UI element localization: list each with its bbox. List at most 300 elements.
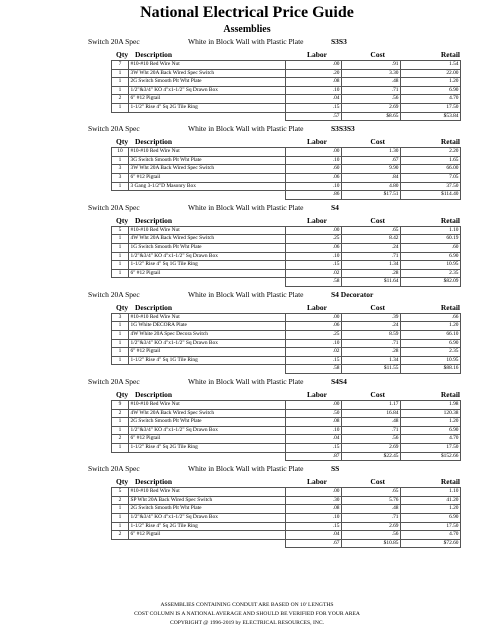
cell-cost: .39 (342, 313, 401, 322)
cell-qty: 1 (112, 103, 129, 112)
cell-retail: 66.10 (401, 331, 461, 340)
cell-retail: 1.10 (401, 488, 461, 497)
totals-row (112, 365, 461, 374)
cell-cost: 9.90 (342, 165, 401, 174)
total-cost: $10.85 (342, 539, 401, 548)
cell-qty: 1 (112, 269, 129, 278)
section-description: White in Block Wall with Plastic Plate (188, 464, 304, 474)
col-header-description: Description (135, 477, 173, 487)
totals-spacer (129, 278, 286, 287)
cell-cost: 1.17 (342, 401, 401, 410)
column-headers (0, 474, 494, 487)
cell-description: 1-1/2" Rise 4" Sq 2G Tile Ring (129, 522, 286, 531)
cell-qty: 1 (112, 522, 129, 531)
cell-retail: 6.90 (401, 252, 461, 261)
col-header-retail: Retail (440, 137, 460, 147)
cell-retail: 17.50 (401, 444, 461, 453)
cell-description: 4W White 20A Spec Decora Switch (129, 331, 286, 340)
cell-description: 6" #12 Pigtail (129, 348, 286, 357)
col-header-labor: Labor (306, 50, 327, 59)
cell-description: 1-1/2" Rise 4" Sq 1G Tile Ring (129, 261, 286, 270)
cell-labor: .15 (286, 103, 342, 112)
cell-qty: 1 (112, 252, 129, 261)
items-table (111, 226, 461, 287)
cell-cost: 1.34 (342, 261, 401, 270)
cell-retail: 1.54 (401, 61, 461, 70)
cell-labor: .02 (286, 269, 342, 278)
cell-cost: .65 (342, 226, 401, 235)
cell-cost: .28 (342, 269, 401, 278)
cell-retail: 4.70 (401, 95, 461, 104)
cell-retail: 1.20 (401, 78, 461, 87)
cell-qty: 1 (112, 243, 129, 252)
section-header (0, 200, 494, 213)
cell-cost: .71 (342, 252, 401, 261)
section-code: S3S3S3 (331, 124, 355, 134)
col-header-labor: Labor (306, 477, 327, 487)
cell-retail: 66.00 (401, 165, 461, 174)
assemblies-list (0, 34, 494, 548)
cell-qty: 3 (112, 313, 129, 322)
table-row (112, 269, 461, 278)
cell-labor: .00 (286, 61, 342, 70)
totals-spacer (112, 112, 129, 121)
cell-cost: 2.69 (342, 522, 401, 531)
column-headers (0, 387, 494, 400)
col-header-cost: Cost (370, 477, 385, 487)
cell-retail: 17.50 (401, 103, 461, 112)
cell-description: 1/2"&3/4" KO 4"x1-1/2" Sq Drawn Box (129, 252, 286, 261)
table-row (112, 69, 461, 78)
col-header-cost: Cost (370, 302, 385, 312)
cell-cost: .71 (342, 513, 401, 522)
cell-qty: 1 (112, 182, 129, 191)
total-retail: $114.40 (401, 191, 461, 200)
section-code: S4 Decorator (331, 289, 374, 299)
cell-labor: .15 (286, 522, 342, 531)
total-cost: $22.45 (342, 452, 401, 461)
col-header-cost: Cost (370, 50, 385, 59)
cell-qty: 1 (112, 513, 129, 522)
cell-cost: 2.69 (342, 103, 401, 112)
section-header (0, 287, 494, 300)
assembly-section (0, 374, 494, 461)
cell-retail: 22.00 (401, 69, 461, 78)
cell-cost: .56 (342, 435, 401, 444)
footer-note-conduit: ASSEMBLIES CONTAINING CONDUIT ARE BASED ON 10' LENGTHS (160, 602, 334, 608)
cell-cost: .91 (342, 61, 401, 70)
cell-description: 4W Wht 20A Back Wired Spec Switch (129, 235, 286, 244)
cell-qty: 5 (112, 488, 129, 497)
cell-cost: .67 (342, 156, 401, 165)
cell-retail: 37.50 (401, 182, 461, 191)
footer-note-cost: COST COLUMN IS A NATIONAL AVERAGE AND SHOULD BE VERIFIED FOR YOUR AREA (134, 611, 360, 617)
cell-qty: 1 (112, 78, 129, 87)
table-row (112, 444, 461, 453)
col-header-qty: Qty (116, 50, 129, 59)
total-labor: .87 (286, 452, 342, 461)
cell-labor: .08 (286, 418, 342, 427)
cell-labor: .25 (286, 235, 342, 244)
cell-retail: 10.95 (401, 261, 461, 270)
cell-cost: 2.69 (342, 444, 401, 453)
assembly-section (0, 287, 494, 374)
cell-description: #10-#10 Red Wire Nut (129, 313, 286, 322)
table-row (112, 61, 461, 70)
assembly-section (0, 461, 494, 548)
cell-labor: .04 (286, 95, 342, 104)
col-header-cost: Cost (370, 215, 385, 225)
cell-qty: 1 (112, 356, 129, 365)
cell-description: 1/2"&3/4" KO 4"x1-1/2" Sq Drawn Box (129, 86, 286, 95)
total-retail: $72.60 (401, 539, 461, 548)
table-row (112, 148, 461, 157)
cell-cost: .84 (342, 173, 401, 182)
cell-cost: .24 (342, 243, 401, 252)
table-row (112, 409, 461, 418)
column-headers (0, 134, 494, 147)
cell-description: 6" #12 Pigtail (129, 269, 286, 278)
cell-labor: .04 (286, 435, 342, 444)
cell-qty: 1 (112, 418, 129, 427)
items-table (111, 400, 461, 461)
total-retail: $53.84 (401, 112, 461, 121)
table-row (112, 435, 461, 444)
cell-cost: 8.59 (342, 331, 401, 340)
cell-description: #10-#10 Red Wire Nut (129, 488, 286, 497)
column-headers (0, 213, 494, 226)
totals-spacer (112, 539, 129, 548)
col-header-description: Description (135, 215, 173, 225)
table-row (112, 488, 461, 497)
cell-qty: 1 (112, 444, 129, 453)
items-table (111, 60, 461, 121)
totals-spacer (112, 191, 129, 200)
section-header (0, 374, 494, 387)
col-header-description: Description (135, 50, 173, 59)
cell-labor: .10 (286, 252, 342, 261)
totals-row (112, 539, 461, 548)
section-header (0, 34, 494, 47)
cell-description: #10-#10 Red Wire Nut (129, 226, 286, 235)
section-description: White in Block Wall with Plastic Plate (188, 37, 304, 46)
table-row (112, 261, 461, 270)
cell-description: 4W Wht 20A Back Wired Spec Switch (129, 409, 286, 418)
table-row (112, 348, 461, 357)
table-row (112, 522, 461, 531)
cell-cost: .48 (342, 418, 401, 427)
footer-copyright: COPYRIGHT @ 1996-2019 by ELECTRICAL RESOURCES, INC. (169, 620, 324, 626)
col-header-retail: Retail (440, 302, 460, 312)
section-spec: Switch 20A Spec (88, 289, 140, 299)
table-row (112, 226, 461, 235)
section-header (0, 121, 494, 134)
cell-retail: 6.90 (401, 86, 461, 95)
cell-retail: 7.05 (401, 173, 461, 182)
cell-qty: 2 (112, 435, 129, 444)
section-spec: Switch 20A Spec (88, 377, 140, 387)
cell-qty: 1 (112, 261, 129, 270)
assembly-section (0, 121, 494, 200)
cell-retail: 10.95 (401, 356, 461, 365)
totals-row (112, 112, 461, 121)
cell-retail: 2.35 (401, 269, 461, 278)
col-header-qty: Qty (116, 302, 129, 312)
cell-qty: 2 (112, 409, 129, 418)
section-spec: Switch 20A Spec (88, 464, 140, 474)
cell-qty: 3 (112, 165, 129, 174)
total-labor: .67 (286, 539, 342, 548)
table-row (112, 505, 461, 514)
cell-description: 6" #12 Pigtail (129, 173, 286, 182)
col-header-retail: Retail (440, 390, 460, 400)
cell-cost: 8.42 (342, 235, 401, 244)
table-row (112, 252, 461, 261)
table-row (112, 243, 461, 252)
cell-labor: .08 (286, 78, 342, 87)
table-row (112, 339, 461, 348)
col-header-qty: Qty (116, 137, 129, 147)
cell-labor: .06 (286, 173, 342, 182)
cell-description: #10-#10 Red Wire Nut (129, 148, 286, 157)
col-header-description: Description (135, 302, 173, 312)
cell-description: 1/2"&3/4" KO 4"x1-1/2" Sq Drawn Box (129, 339, 286, 348)
cell-labor: .00 (286, 148, 342, 157)
cell-retail: 60.19 (401, 235, 461, 244)
cell-labor: .15 (286, 261, 342, 270)
cell-description: 3G Switch Smooth Plt Wht Plate (129, 156, 286, 165)
table-row (112, 496, 461, 505)
page-subtitle: Assemblies (223, 24, 271, 35)
table-row (112, 182, 461, 191)
cell-qty: 1 (112, 235, 129, 244)
col-header-labor: Labor (306, 215, 327, 225)
cell-cost: 1.34 (342, 356, 401, 365)
cell-labor: .00 (286, 313, 342, 322)
cell-description: 1-1/2" Rise 4" Sq 1G Tile Ring (129, 356, 286, 365)
cell-qty: 2 (112, 496, 129, 505)
table-row (112, 313, 461, 322)
cell-qty: 1 (112, 331, 129, 340)
table-row (112, 531, 461, 540)
total-labor: .58 (286, 365, 342, 374)
cell-qty: 1 (112, 426, 129, 435)
cell-labor: .00 (286, 401, 342, 410)
table-row (112, 418, 461, 427)
cell-cost: .28 (342, 348, 401, 357)
cell-cost: 3.30 (342, 69, 401, 78)
cell-retail: 2.20 (401, 148, 461, 157)
total-labor: .58 (286, 278, 342, 287)
cell-retail: 1.65 (401, 156, 461, 165)
cell-qty: 3 (112, 173, 129, 182)
cell-labor: .15 (286, 444, 342, 453)
totals-row (112, 191, 461, 200)
section-code: S4 (331, 202, 339, 212)
cell-labor: .00 (286, 226, 342, 235)
cell-description: #10-#10 Red Wire Nut (129, 401, 286, 410)
cell-description: 1-1/2" Rise 4" Sq 2G Tile Ring (129, 103, 286, 112)
cell-description: 1/2"&3/4" KO 4"x1-1/2" Sq Drawn Box (129, 513, 286, 522)
section-description: White in Block Wall with Plastic Plate (188, 289, 304, 299)
total-cost: $8.65 (342, 112, 401, 121)
col-header-cost: Cost (370, 137, 385, 147)
cell-description: 3W Wht 20A Back Wired Spec Switch (129, 69, 286, 78)
cell-qty: 5 (112, 226, 129, 235)
cell-retail: 2.35 (401, 348, 461, 357)
cell-labor: .60 (286, 165, 342, 174)
cell-retail: 1.20 (401, 418, 461, 427)
col-header-qty: Qty (116, 215, 129, 225)
table-row (112, 78, 461, 87)
col-header-retail: Retail (440, 477, 460, 487)
col-header-retail: Retail (440, 50, 460, 59)
cell-description: 2G Switch Smooth Plt Wht Plate (129, 78, 286, 87)
cell-cost: .56 (342, 95, 401, 104)
col-header-qty: Qty (116, 390, 129, 400)
col-header-cost: Cost (370, 390, 385, 400)
section-code: S4S4 (331, 377, 347, 387)
section-spec: Switch 20A Spec (88, 124, 140, 134)
section-code: S3S3 (331, 37, 347, 46)
cell-labor: .04 (286, 531, 342, 540)
table-row (112, 86, 461, 95)
section-description: White in Block Wall with Plastic Plate (188, 202, 304, 212)
column-headers (0, 47, 494, 60)
total-labor: .57 (286, 112, 342, 121)
cell-qty: 1 (112, 156, 129, 165)
table-row (112, 322, 461, 331)
cell-description: 1G Switch Smooth Plt Wht Plate (129, 243, 286, 252)
cell-labor: .00 (286, 488, 342, 497)
cell-cost: .24 (342, 322, 401, 331)
cell-cost: .65 (342, 488, 401, 497)
cell-qty: 1 (112, 322, 129, 331)
cell-retail: 120.38 (401, 409, 461, 418)
cell-retail: 6.90 (401, 513, 461, 522)
col-header-retail: Retail (440, 215, 460, 225)
cell-description: 1-1/2" Rise 4" Sq 2G Tile Ring (129, 444, 286, 453)
cell-retail: 1.20 (401, 505, 461, 514)
total-labor: .86 (286, 191, 342, 200)
cell-description: 6" #12 Pigtail (129, 531, 286, 540)
cell-cost: .71 (342, 339, 401, 348)
cell-labor: .20 (286, 69, 342, 78)
cell-qty: 7 (112, 61, 129, 70)
totals-spacer (129, 539, 286, 548)
table-row (112, 103, 461, 112)
cell-labor: .02 (286, 348, 342, 357)
cell-qty: 1 (112, 505, 129, 514)
items-table (111, 487, 461, 548)
section-header (0, 461, 494, 474)
section-spec: Switch 20A Spec (88, 202, 140, 212)
cell-retail: 6.90 (401, 339, 461, 348)
cell-labor: .15 (286, 356, 342, 365)
table-row (112, 401, 461, 410)
cell-labor: .30 (286, 496, 342, 505)
cell-retail: 1.10 (401, 226, 461, 235)
cell-qty: 1 (112, 339, 129, 348)
table-row (112, 156, 461, 165)
cell-labor: .10 (286, 426, 342, 435)
totals-row (112, 278, 461, 287)
total-retail: $88.16 (401, 365, 461, 374)
cell-labor: .25 (286, 331, 342, 340)
cell-retail: 1.20 (401, 322, 461, 331)
cell-labor: .06 (286, 322, 342, 331)
cell-retail: .66 (401, 313, 461, 322)
section-code: SS (331, 464, 340, 474)
cell-labor: .50 (286, 409, 342, 418)
totals-spacer (112, 365, 129, 374)
table-row (112, 165, 461, 174)
cell-description: SP Wht 20A Back Wired Spec Switch (129, 496, 286, 505)
cell-cost: 4.80 (342, 182, 401, 191)
cell-description: 6" #12 Pigtail (129, 435, 286, 444)
cell-cost: 16.84 (342, 409, 401, 418)
table-row (112, 331, 461, 340)
cell-retail: 4.70 (401, 435, 461, 444)
cell-retail: 4.70 (401, 531, 461, 540)
total-retail: $152.66 (401, 452, 461, 461)
totals-spacer (129, 112, 286, 121)
table-row (112, 513, 461, 522)
cell-description: 2G Switch Smooth Plt Wht Plate (129, 418, 286, 427)
cell-labor: .08 (286, 505, 342, 514)
cell-labor: .06 (286, 243, 342, 252)
totals-spacer (129, 452, 286, 461)
total-retail: $82.09 (401, 278, 461, 287)
cell-labor: .10 (286, 339, 342, 348)
page-title: National Electrical Price Guide (140, 4, 354, 21)
cell-retail: 1.98 (401, 401, 461, 410)
cell-description: 1G White DECORA Plate (129, 322, 286, 331)
col-header-qty: Qty (116, 477, 129, 487)
totals-row (112, 452, 461, 461)
assembly-section (0, 34, 494, 121)
cell-retail: 6.90 (401, 426, 461, 435)
cell-cost: .71 (342, 86, 401, 95)
totals-spacer (112, 278, 129, 287)
column-headers (0, 300, 494, 313)
total-cost: $11.64 (342, 278, 401, 287)
assembly-section (0, 200, 494, 287)
items-table (111, 313, 461, 374)
totals-spacer (129, 365, 286, 374)
cell-cost: .48 (342, 505, 401, 514)
col-header-labor: Labor (306, 390, 327, 400)
cell-labor: .10 (286, 182, 342, 191)
col-header-description: Description (135, 137, 173, 147)
cell-cost: .71 (342, 426, 401, 435)
col-header-description: Description (135, 390, 173, 400)
section-description: White in Block Wall with Plastic Plate (188, 377, 304, 387)
section-spec: Switch 20A Spec (88, 37, 140, 46)
items-table (111, 147, 461, 200)
table-row (112, 235, 461, 244)
cell-qty: 2 (112, 531, 129, 540)
cell-description: 3W Wht 20A Back Wired Spec Switch (129, 165, 286, 174)
cell-description: #10-#10 Red Wire Nut (129, 61, 286, 70)
cell-description: 1/2"&3/4" KO 4"x1-1/2" Sq Drawn Box (129, 426, 286, 435)
cell-cost: 1.30 (342, 148, 401, 157)
section-description: White in Block Wall with Plastic Plate (188, 124, 304, 134)
cell-cost: .48 (342, 78, 401, 87)
cell-description: 6" #12 Pigtail (129, 95, 286, 104)
cell-qty: 9 (112, 401, 129, 410)
table-row (112, 95, 461, 104)
